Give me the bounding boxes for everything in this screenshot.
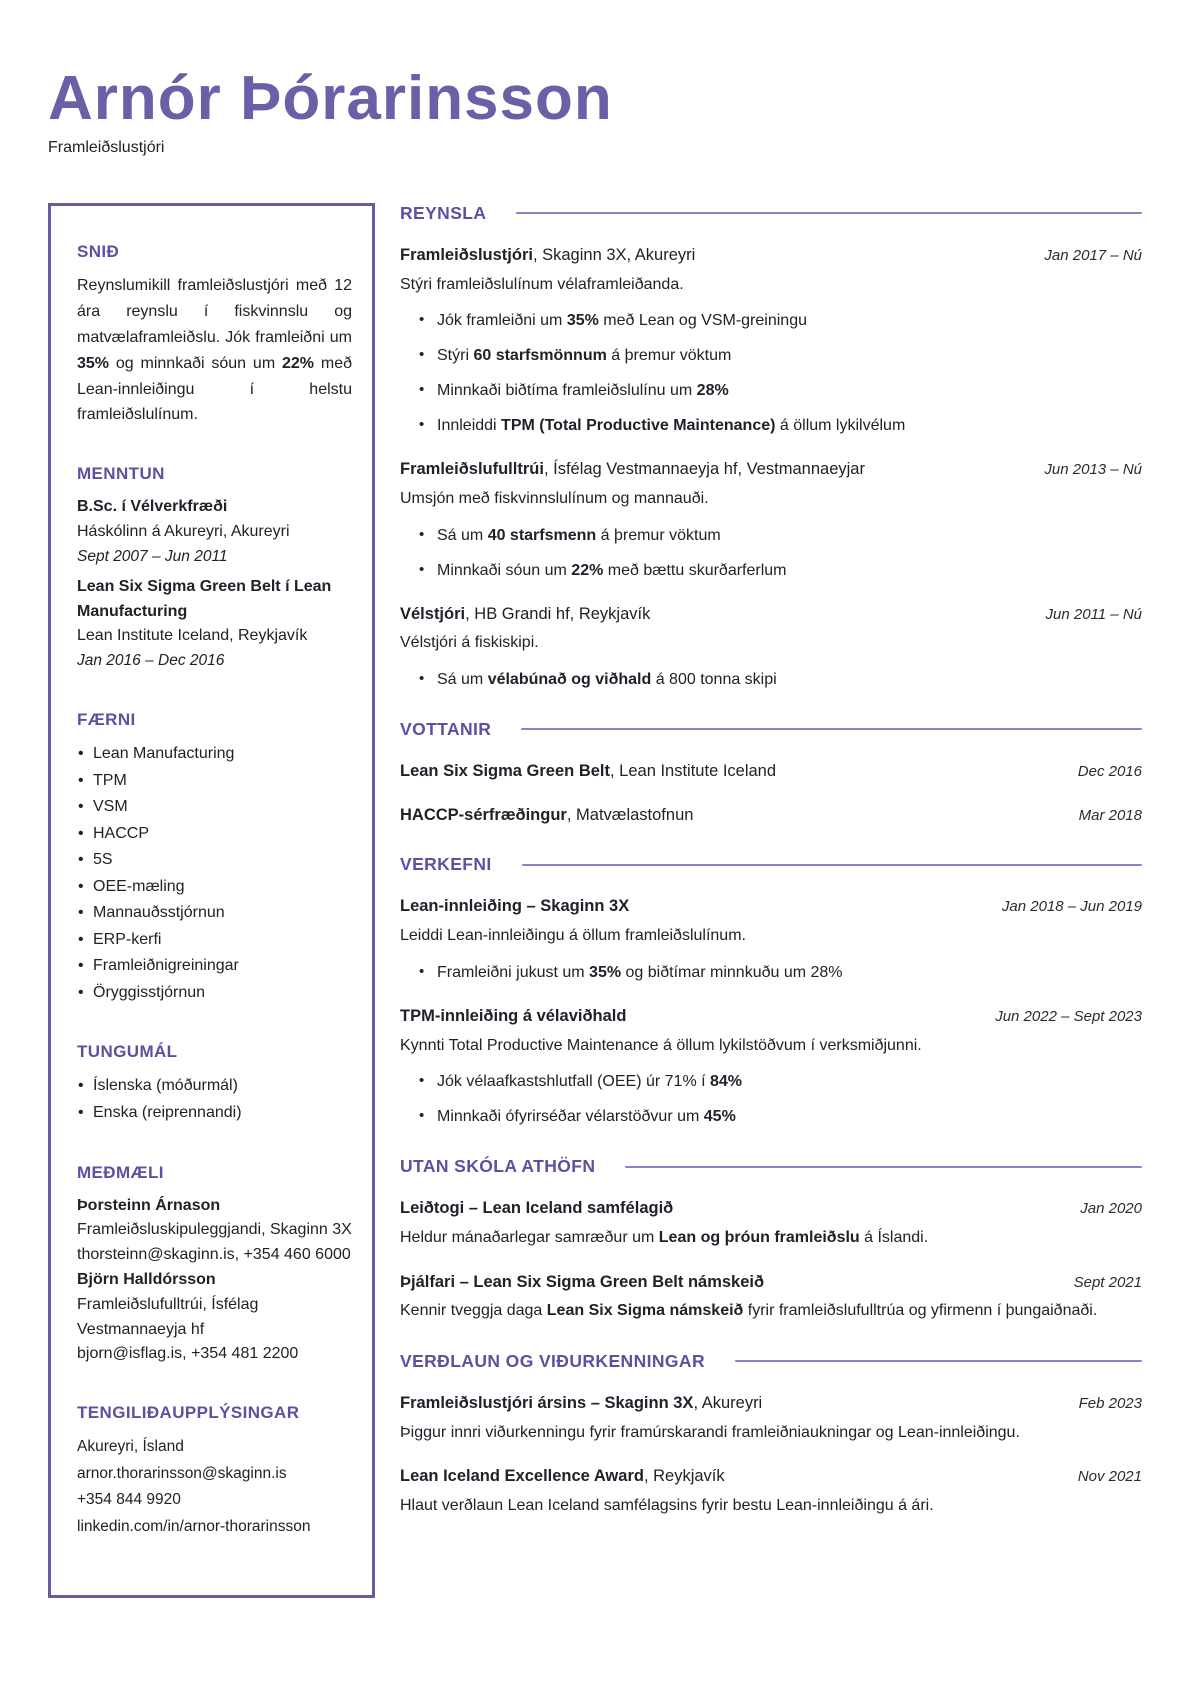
- entry-summary: Þiggur innri viðurkenningu fyrir framúrskarandi framleiðniaukningar og Lean-innleiðingu.: [400, 1423, 1020, 1441]
- entry-dates: Jun 2013 – Nú: [1044, 461, 1142, 479]
- award-entry: [400, 1464, 1142, 1518]
- skill-item: • Lean Manufacturing: [77, 741, 352, 768]
- reference-entry: [77, 1194, 352, 1268]
- skill-item: • HACCP: [77, 821, 352, 848]
- education-school: Lean Institute Iceland, Reykjavík: [77, 627, 308, 645]
- sidebar-section-medmaeli: [77, 1163, 352, 1368]
- bullet-item: • Innleiddi TPM (Total Productive Maintenance) á öllum lykilvélum: [400, 414, 1142, 438]
- entry-dates: Jan 2018 – Jun 2019: [1001, 898, 1142, 916]
- entry-bullets: [400, 309, 1142, 438]
- entry-title: Lean Six Sigma Green Belt, Lean Institute Iceland: [400, 761, 777, 780]
- heading-rule: [735, 1360, 1142, 1362]
- entry-title: Leiðtogi – Lean Iceland samfélagið: [400, 1199, 674, 1218]
- entry-head: [400, 1391, 1142, 1416]
- entry-head: [400, 243, 1142, 268]
- contact-location: Akureyri, Ísland: [77, 1438, 184, 1456]
- entry-title: Lean Iceland Excellence Award, Reykjavík: [400, 1467, 725, 1486]
- heading-rule: [522, 864, 1142, 866]
- entry-summary: Leiddi Lean-innleiðingu á öllum framleiðslulínum.: [400, 927, 746, 945]
- activity-entry: [400, 1196, 1142, 1250]
- entry-dates: Feb 2023: [1078, 1394, 1142, 1412]
- entry-head: [400, 1464, 1142, 1489]
- bullet-item: • Minnkaði ófyrirséðar vélarstöðvur um 45%: [400, 1105, 1142, 1129]
- contact-linkedin: linkedin.com/in/arnor-thorarinsson: [77, 1518, 311, 1536]
- entry-head: [400, 894, 1142, 919]
- bullet-item: • Sá um vélabúnað og viðhald á 800 tonna skipi: [400, 668, 1142, 692]
- section-heading: VERÐLAUN OG VIÐURKENNINGAR: [400, 1350, 705, 1371]
- entry-dates: Jan 2020: [1080, 1200, 1142, 1218]
- bullet-item: • Sá um 40 starfsmenn á þremur vöktum: [400, 524, 1142, 548]
- skill-item: • VSM: [77, 794, 352, 821]
- skill-item: • 5S: [77, 847, 352, 874]
- project-entry: [400, 894, 1142, 984]
- education-degree: B.Sc. í Vélverkfræði: [77, 498, 228, 516]
- section-heading: UTAN SKÓLA ATHÖFN: [400, 1156, 596, 1177]
- entry-dates: Jun 2022 – Sept 2023: [995, 1007, 1142, 1025]
- entry-summary: Stýri framleiðslulínum vélaframleiðanda.: [400, 275, 684, 293]
- sidebar-section-tengilid: [77, 1403, 352, 1541]
- skill-item: • Framleiðnigreiningar: [77, 953, 352, 980]
- entry-head: [400, 803, 1142, 828]
- sidebar-heading-medmaeli: MEÐMÆLI: [77, 1162, 164, 1182]
- entry-summary: Hlaut verðlaun Lean Iceland samfélagsins fyrir bestu Lean-innleiðingu á ári.: [400, 1496, 934, 1514]
- entry-title: Lean-innleiðing – Skaginn 3X: [400, 897, 630, 916]
- section-heading-row: [400, 1351, 1142, 1372]
- entry-dates: Dec 2016: [1077, 762, 1142, 780]
- entry-dates: Nov 2021: [1077, 1468, 1142, 1486]
- entry-dates: Jun 2011 – Nú: [1045, 605, 1142, 623]
- project-entry: [400, 1004, 1142, 1129]
- reference-name: Björn Halldórsson: [77, 1270, 216, 1288]
- education-dates: Jan 2016 – Dec 2016: [77, 652, 225, 670]
- section-verkefni: [400, 854, 1142, 1129]
- certification-entry: [400, 759, 1142, 784]
- reference-role: Framleiðsluskipuleggjandi, Skaginn 3X: [77, 1221, 352, 1239]
- section-reynsla: [400, 203, 1142, 692]
- entry-title: TPM-innleiðing á vélaviðhald: [400, 1006, 627, 1025]
- bullet-item: • Minnkaði biðtíma framleiðslulínu um 28%: [400, 379, 1142, 403]
- section-heading-row: [400, 1156, 1142, 1177]
- sidebar-heading-tengilid: TENGILIÐAUPPLÝSINGAR: [77, 1403, 300, 1423]
- person-name: Arnór Þórarinsson: [48, 64, 613, 133]
- section-vottanir: [400, 719, 1142, 828]
- entry-dates: Jan 2017 – Nú: [1044, 246, 1142, 264]
- skill-item: • Öryggisstjórnun: [77, 980, 352, 1007]
- header: [48, 66, 1142, 157]
- entry-summary: Kynnti Total Productive Maintenance á öllum lykilstöðvum í verksmiðjunni.: [400, 1036, 922, 1054]
- entry-dates: Sept 2021: [1073, 1273, 1142, 1291]
- entry-title: Framleiðslustjóri, Skaginn 3X, Akureyri: [400, 245, 696, 264]
- experience-entry: [400, 457, 1142, 582]
- bullet-item: • Stýri 60 starfsmönnum á þremur vöktum: [400, 344, 1142, 368]
- entry-head: [400, 457, 1142, 482]
- skill-item: • Mannauðsstjórnun: [77, 900, 352, 927]
- education-dates: Sept 2007 – Jun 2011: [77, 547, 228, 565]
- section-heading: VERKEFNI: [400, 854, 492, 875]
- entry-title: Framleiðslustjóri ársins – Skaginn 3X, Akureyri: [400, 1393, 763, 1412]
- reference-contact: thorsteinn@skaginn.is, +354 460 6000: [77, 1246, 351, 1264]
- entry-title: Þjálfari – Lean Six Sigma Green Belt námskeið: [400, 1272, 765, 1291]
- entry-summary: Vélstjóri á fiskiskipi.: [400, 634, 539, 652]
- reference-entry: [77, 1268, 352, 1367]
- education-entry: [77, 495, 352, 569]
- reference-name: Þorsteinn Árnason: [77, 1196, 221, 1214]
- section-heading-row: [400, 854, 1142, 875]
- language-item: • Íslenska (móðurmál): [77, 1073, 352, 1100]
- bullet-item: • Jók vélaafkastshlutfall (OEE) úr 71% í 84%: [400, 1070, 1142, 1094]
- entry-bullets: [400, 1070, 1142, 1129]
- entry-head: [400, 759, 1142, 784]
- main-column: [400, 203, 1142, 1546]
- entry-bullets: [400, 524, 1142, 583]
- bullet-item: • Minnkaði sóun um 22% með bættu skurðarferlum: [400, 559, 1142, 583]
- sidebar-section-faerni: [77, 710, 352, 1006]
- entry-head: [400, 1196, 1142, 1221]
- person-role: Framleiðslustjóri: [48, 138, 165, 156]
- section-utan-skola: [400, 1156, 1142, 1324]
- entry-title: Vélstjóri, HB Grandi hf, Reykjavík: [400, 604, 651, 623]
- section-heading-row: [400, 203, 1142, 224]
- entry-bullets: [400, 668, 1142, 692]
- skill-item: • ERP-kerfi: [77, 927, 352, 954]
- entry-head: [400, 1004, 1142, 1029]
- education-entry: [77, 575, 352, 674]
- heading-rule: [625, 1166, 1142, 1168]
- entry-summary: Kennir tveggja daga Lean Six Sigma námskeið fyrir framleiðslufulltrúa og yfirmenn í þungaiðnaði.: [400, 1302, 1098, 1320]
- skill-item: • TPM: [77, 768, 352, 795]
- reference-role: Framleiðslufulltrúi, Ísfélag Vestmannaeyja hf: [77, 1295, 259, 1338]
- sidebar-heading-tungumal: TUNGUMÁL: [77, 1042, 178, 1062]
- entry-title: Framleiðslufulltrúi, Ísfélag Vestmannaeyja hf, Vestmannaeyjar: [400, 460, 865, 479]
- experience-entry: [400, 243, 1142, 438]
- language-item: • Enska (reiprennandi): [77, 1100, 352, 1127]
- profile-summary: Reynslumikill framleiðslustjóri með 12 ára reynslu í fiskvinnslu og matvælaframleiðslu. Jók framleiðni um 35% og minnkaði sóun um 22% með Lean-innleiðingu í helstu framleiðslulínum.: [77, 276, 352, 424]
- section-heading: REYNSLA: [400, 202, 487, 223]
- award-entry: [400, 1391, 1142, 1445]
- activity-entry: [400, 1270, 1142, 1324]
- sidebar-heading-snid: SNIÐ: [77, 241, 120, 261]
- education-degree: Lean Six Sigma Green Belt í Lean Manufacturing: [77, 577, 332, 620]
- sidebar-heading-menntun: MENNTUN: [77, 464, 165, 484]
- bullet-item: • Jók framleiðni um 35% með Lean og VSM-greiningu: [400, 309, 1142, 333]
- reference-contact: bjorn@isflag.is, +354 481 2200: [77, 1345, 299, 1363]
- education-school: Háskólinn á Akureyri, Akureyri: [77, 523, 290, 541]
- entry-title: HACCP-sérfræðingur, Matvælastofnun: [400, 805, 694, 824]
- entry-head: [400, 1270, 1142, 1295]
- heading-rule: [521, 728, 1142, 730]
- skill-item: • OEE-mæling: [77, 874, 352, 901]
- experience-entry: [400, 602, 1142, 692]
- sidebar-section-tungumal: [77, 1042, 352, 1126]
- heading-rule: [516, 212, 1142, 214]
- entry-dates: Mar 2018: [1078, 806, 1142, 824]
- content-columns: [48, 203, 1142, 1598]
- sidebar: [48, 203, 375, 1598]
- section-verdlaun: [400, 1351, 1142, 1519]
- entry-bullets: [400, 961, 1142, 985]
- entry-head: [400, 602, 1142, 627]
- contact-phone: +354 844 9920: [77, 1491, 181, 1509]
- entry-summary: Umsjón með fiskvinnslulínum og mannauði.: [400, 490, 709, 508]
- sidebar-section-snid: [77, 242, 352, 428]
- section-heading-row: [400, 719, 1142, 740]
- sidebar-section-menntun: [77, 464, 352, 674]
- sidebar-heading-faerni: FÆRNI: [77, 709, 136, 729]
- entry-summary: Heldur mánaðarlegar samræður um Lean og þróun framleiðslu á Íslandi.: [400, 1228, 929, 1246]
- bullet-item: • Framleiðni jukust um 35% og biðtímar minnkuðu um 28%: [400, 961, 1142, 985]
- certification-entry: [400, 803, 1142, 828]
- contact-email: arnor.thorarinsson@skaginn.is: [77, 1464, 287, 1482]
- section-heading: VOTTANIR: [400, 718, 492, 739]
